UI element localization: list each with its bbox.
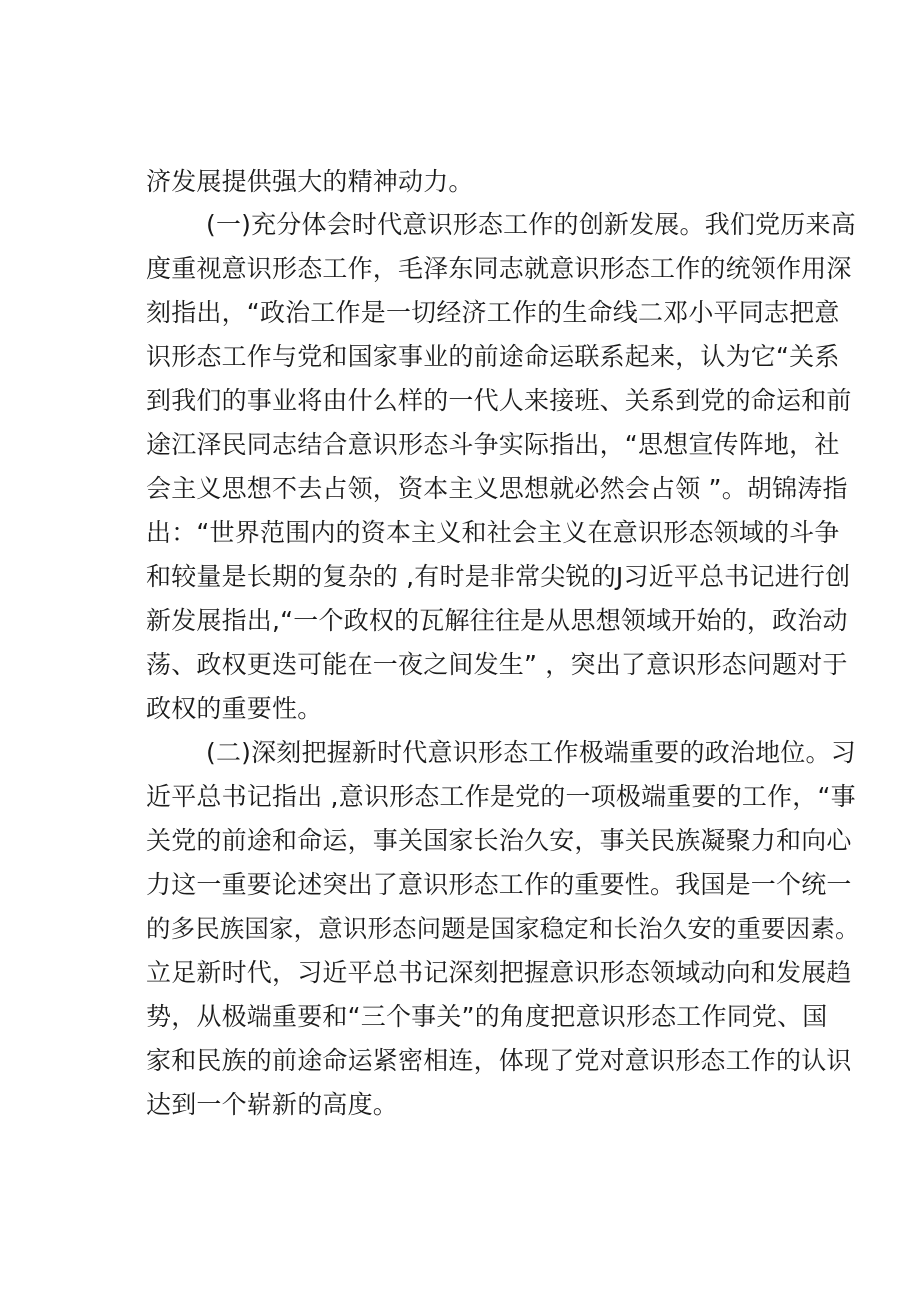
text-line: 刻指出，“政治工作是一切经济工作的生命线二邓小平同志把意 xyxy=(146,298,840,327)
text-line: 势，从极端重要和“三个事关”的角度把意识形态工作同党、国 xyxy=(146,1002,828,1031)
text-line: 力这一重要论述突出了意识形态工作的重要性。我国是一个统一 xyxy=(146,870,852,899)
text-line: 识形态工作与党和国家事业的前途命运联系起来，认为它“关系 xyxy=(146,342,840,371)
text-line: 济发展提供强大的精神动力。 xyxy=(146,167,474,196)
text-line: 关党的前途和命运，事关国家长治久安，事关民族凝聚力和向心 xyxy=(146,826,852,855)
text-line: (一)充分体会时代意识形态工作的创新发展。我们党历来高 xyxy=(206,210,856,239)
text-line: 荡、政权更迭可能在一夜之间发生” ，突出了意识形态问题对于 xyxy=(146,650,848,679)
text-line: 政权的重要性。 xyxy=(146,694,323,723)
text-line: 家和民族的前途命运紧密相连，体现了党对意识形态工作的认识 xyxy=(146,1046,852,1075)
text-line: (二)深刻把握新时代意识形态工作极端重要的政治地位。习 xyxy=(206,738,856,767)
text-line: 度重视意识形态工作，毛泽东同志就意识形态工作的统领作用深 xyxy=(146,254,852,283)
text-line: 达到一个崭新的高度。 xyxy=(146,1090,399,1119)
text-line: 到我们的事业将由什么样的一代人来接班、关系到党的命运和前 xyxy=(146,386,852,415)
text-line: 立足新时代，习近平总书记深刻把握意识形态领域动向和发展趋 xyxy=(146,958,852,987)
text-line: 出：“世界范围内的资本主义和社会主义在意识形态领域的斗争 xyxy=(146,518,840,547)
text-line: 和较量是长期的复杂的 ,有时是非常尖锐的J习近平总书记进行创 xyxy=(146,562,851,591)
text-line: 新发展指出,“一个政权的瓦解往往是从思想领域开始的，政治动 xyxy=(146,606,848,635)
text-line: 近平总书记指出 ,意识形态工作是党的一项极端重要的工作，“事 xyxy=(146,782,856,811)
text-line: 的多民族国家，意识形态问题是国家稳定和长治久安的重要因素。 xyxy=(146,914,860,943)
text-line: 途江泽民同志结合意识形态斗争实际指出，“思想宣传阵地，社 xyxy=(146,430,840,459)
text-line: 会主义思想不去占领，资本主义思想就必然会占领 ”。胡锦涛指 xyxy=(146,474,848,503)
